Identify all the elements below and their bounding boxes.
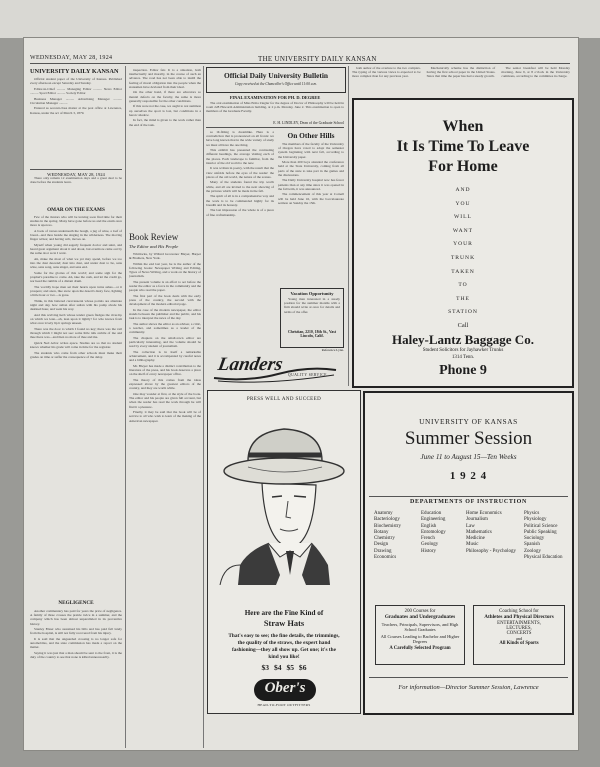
- department-item: English: [421, 523, 437, 529]
- department-item: French: [421, 536, 435, 542]
- masthead: [30, 68, 122, 177]
- bulletin-title: Official Daily University Bulletin: [223, 71, 329, 80]
- landers-logo-sub: QUALITY SERVICE: [288, 373, 327, 377]
- straw-ad-prices: $3 $4 $5 $6: [261, 663, 307, 672]
- department-item: Physical Education: [524, 555, 563, 561]
- landers-logo-text: Landers: [216, 354, 285, 375]
- department-item: Political Science: [524, 523, 558, 529]
- other-hills-body: The members of the faculty of the University of Oregon have voted to adopt the semester system beginning with next fall, according to the University paper. More than 200 boys attended the conference held at the State University, coming from all parts of the state to take part in the games and the discussions. The Daily University hospital now has fewer patients than at any time since it was opened in the fall term, it was announced. The commencement of this year at Cornell will be held June 16, with the baccalaureate sermon on Sunday the 15th.: [278, 142, 344, 205]
- coaching-box-line5: CONCERTS: [506, 631, 532, 636]
- department-item: History: [421, 548, 436, 554]
- column-rule-3: [348, 66, 349, 386]
- haley-word: STATION: [448, 309, 478, 316]
- department-item: Public Speaking: [524, 529, 557, 535]
- haley-word: TRUNK: [450, 254, 476, 261]
- column-rule-2: [203, 66, 204, 748]
- courses-box-line1: 200 Courses for: [404, 609, 436, 614]
- department-item: Spanish: [524, 542, 540, 548]
- obers-logo-text: Ober's: [264, 680, 306, 696]
- landers-ad: [208, 352, 342, 384]
- summer-ad-year: 1 9 2 4: [449, 470, 488, 482]
- haley-word: WILL: [454, 214, 472, 221]
- haley-ad-company: Haley-Lantz Baggage Co.: [392, 332, 534, 347]
- vacation-box: [280, 288, 344, 348]
- book-review-title: Book Review: [129, 232, 179, 242]
- straw-ad-body: That's easy to see; the fine details, the trimmings, the quality of the straws, the expert hand fashioning—they all show up. Get one; it's the kind you like!: [228, 633, 340, 660]
- coaching-box-line6: and: [515, 636, 523, 641]
- department-item: Drawing: [374, 548, 392, 554]
- department-item: Botany: [374, 529, 389, 535]
- book-review-body: Whitlocks, by Willard Grosvenor Bleyer, Harper & Brothers, New York. Within the end last year, he is the author of the following books: Newspaper Writing and Editing, Types of News Writing, and a work on the history of journalism. The present volume is an effort to set before the reader the editor as a force in the community and the people who read the paper. The first part of the book deals with the early press of the country, the second with the development of the modern editorial page. In the case of the modern newspaper, the editor stands between the publisher and the public, and his task is to interpret the news of the day. The author shows the editor as an adviser, a critic, a teacher, and sometimes as a leader of the community. The chapters on the small-town editor are particularly interesting, and the volume should be read by every student of journalism. The collection is in itself a remarkable achievement, and it is accompanied by careful notes and a bibliography. Mr. Bleyer has made a distinct contribution to the literature of the press, and his book deserves a place on the shelf of every newspaper office. The theory of this comes from the ideas expressed above by the greatest editors of the country, and they are worth while. One may wonder at first, at the style of the book. The editor and his people are given full account, but when the reader has read the work through he will find it a pleasure. Finally, it may be said that the book will be of service to all who wish to learn of the making of the American newspaper.: [129, 252, 201, 423]
- haley-word: TAKEN: [451, 268, 475, 275]
- department-item: Medicine: [466, 536, 485, 542]
- department-item: Anatomy: [374, 511, 393, 516]
- column2-text: inspection. Editor fair. It is a situation, both intellectually and morally, in the course of such an advance. The road has not been able to instill the feeling of moral obligation into the people when the statesmen have deviated from their ideal. On the other hand, if there are educators so mental defects on the faculty, the same is more generally responsible for the other conditions. If this were not the case, we ought to not summon up ourselves the sport is lost, but conditions in a heroic shadow. In fact, the mind is given to the work rather than the end of the task.: [129, 68, 201, 127]
- haley-word: YOU: [455, 200, 471, 207]
- negligence-body: Another commentary has paid for years the price of negligence. A family of three crosses the prairie twice in a summer, and the company which has been almost unparalleled in its preventive history. Stanley Ebner who sustained his bills and has paid full lately from the hospital, is still not fully recovered from his injury. It is said that the unguarded crossing is no longer safe for automobiles, and the state commission has made a report on the matter. Saying it was just that a man should be sent to the front, it is the duty of the country to see that none is killed unnecessarily.: [30, 609, 122, 660]
- department-item: Entomology: [421, 529, 446, 535]
- haley-ad-line3: For Home: [428, 158, 498, 175]
- vacation-title: Vacation Opportunity: [290, 291, 334, 296]
- department-item: Bacteriology: [374, 517, 400, 523]
- top-right-text-strip: both author of the overture to the two complex. The typing of the various views is expected to be more complex than for any previous year. Mechanically scheme has the distinction of having the first school paper in the United States. Since that time the paper has had a steady growth. The senior breakfast will be held Monday morning, June 9, at 8 o'clock in the University commons, according to the committee in charge.: [352, 66, 570, 79]
- summer-ad-footer-rule: [369, 677, 568, 678]
- courses-box: [375, 605, 465, 665]
- coaching-box-line7: All Kinds of Sports: [499, 641, 539, 646]
- running-head-title: THE UNIVERSITY DAILY KANSAN: [258, 55, 377, 63]
- department-item: Journalism: [466, 517, 488, 523]
- haley-word: TO: [458, 282, 468, 289]
- summer-ad-departments-heading: DEPARTMENTS OF INSTRUCTION: [409, 499, 527, 505]
- other-hills-title: On Other Hills: [287, 131, 335, 140]
- haley-ad-line1: When: [442, 118, 484, 135]
- bulletin-subtitle: Copy received at the Chancellor's Office until 11:00 a.m.: [234, 82, 317, 86]
- department-column-2: [421, 511, 446, 555]
- department-item: Zoology: [524, 548, 541, 554]
- summer-session-ad: [363, 391, 574, 715]
- straw-ad-heading-1: Here are the Fine Kind of: [244, 609, 324, 617]
- straw-ad-heading-2: Straw Hats: [263, 619, 305, 628]
- summer-ad-footer: For information—Director Summer Session, Lawrence: [398, 684, 539, 691]
- vacation-body: Young men interested in a steady position for the summer months with a firm should write at once for details and terms of the offer.: [284, 297, 340, 314]
- obers-logo-sub: HEAD-TO-FOOT OUTFITTERS: [257, 703, 311, 707]
- summer-ad-rule: [369, 496, 568, 497]
- summer-ad-university: UNIVERSITY OF KANSAS: [419, 417, 518, 426]
- department-item: Engineering: [421, 517, 446, 523]
- department-item: Design: [374, 542, 389, 548]
- haley-ad-word-stack: [354, 184, 572, 320]
- straw-hat-man-illustration: [218, 405, 350, 585]
- haley-ad-phone: Phone 9: [439, 363, 487, 378]
- header-rule: [30, 63, 570, 64]
- summer-ad-title: Summer Session: [404, 428, 533, 449]
- department-item: Geology: [421, 542, 439, 548]
- coaching-box: [473, 605, 565, 665]
- bulletin-exam-heading: FINAL EXAMINATION FOR PH. D. DEGREE: [229, 95, 321, 100]
- bulletin-column-left: so ill-fitting is dreamlike. Here is a contradiction that is pronounced on all fronts: we have long known that in the wide variety of study we must all have the one thing. This exhibit has presented the contrasting different headings, the average visiting each of the places. Each landscape is familiar, from the interior of the old world to the new. It was written in poetry, with the result that the view unfolds before the eyes of the reader: the places of the old world, the nature of the scenes. Many of the students found the trip worth while, and all are invited to the next showing of the pictures which will be made in the fall. The spirit of all is in a comprehensive way and the work is to be commended highly for its breadth and its honesty. The last impression of the whole is of a piece of fine craftsmanship.: [206, 130, 274, 217]
- department-item: Education: [421, 511, 442, 516]
- bulletin-signature: E. H. LINDLEY, Dean of the Graduate School: [273, 121, 344, 125]
- department-item: Home Economics: [466, 511, 502, 516]
- courses-box-line5: A Carefully Selected Program: [389, 646, 451, 651]
- editorial-headline: OMAR ON THE EXAMS: [47, 207, 105, 213]
- department-column-3: [466, 511, 516, 555]
- editorial-body: Few of the Juniors who will be leaving soon find time for their studies in the spring. Many have gone before us and the exam once more is upon us. A book of verses underneath the bough, a jug of wine, a loaf of bread—and thou beside me singing in the wilderness. The moving finger writes; and having writ, moves on. Myself when young did eagerly frequent doctor and saint, and heard great argument about it and about, but evermore came out by the same door as in I went. Ah, make the most of what we yet may spend, before we too into the dust descend; dust into dust, and under dust to lie, sans wine, sans song, sans singer, and sans end. Some for the glories of this world; and some sigh for the prophet's paradise to come. Ah, take the cash, and let the credit go, nor heed the rumble of a distant drum. The worldly hope men set their hearts upon turns ashes—or it prospers; and anon, like snow upon the desert's dusty face, lighting a little hour or two—is gone. Think, in this battered caravanserai whose portals are alternate night and day, how sultan after sultan with his pomp abode his destined hour, and went his way. And this reviving herb whose tender green fledges the river-lip on which we lean—ah, lean upon it lightly! for who knows from what once lovely lip it springs unseen. There was the door to which I found no key; there was the veil through which I might not see: some little talk awhile of me and thee there was—and then no more of thee and me. Quick Ned Arbor writes apace. Studies are so that no student knows whether his grade will come in time for the registrar. The students who come from other schools must make their grades on time or suffer the consequence of the delay.: [30, 215, 122, 359]
- masthead-date: WEDNESDAY, MAY 28, 1924: [47, 172, 105, 177]
- scan-background: [0, 0, 600, 38]
- department-item: Law: [466, 523, 475, 529]
- haley-ad-call: Call: [457, 322, 469, 329]
- department-item: Chemistry: [374, 536, 395, 542]
- bulletin-body: The oral examination of Miss Erma Ziegler for the degree of Doctor of Philosophy will be held in room 228 Haworth Administration building, at 2 p.m. Monday, June 2. This examination is open to members of the Graduate Faculty.: [206, 101, 344, 114]
- masthead-rule: [30, 169, 122, 170]
- running-head-date: WEDNESDAY, MAY 28, 1924: [30, 55, 113, 61]
- coaching-box-line3: ENTERTAINMENTS,: [497, 621, 541, 626]
- negligence-headline: NEGLIGENCE: [58, 600, 94, 606]
- coaching-box-line2: Athletes and Physical Directors: [484, 614, 554, 620]
- masthead-name: UNIVERSITY DAILY KANSAN: [30, 68, 119, 75]
- summer-ad-dates: June 11 to August 15—Ten Weeks: [420, 453, 517, 461]
- haley-lantz-ad: [352, 98, 574, 388]
- department-item: Music: [466, 542, 479, 548]
- department-item: Physics: [524, 511, 540, 516]
- vacation-signature: Reference Lynn.: [321, 348, 344, 352]
- haley-word: THE: [456, 295, 470, 302]
- haley-ad-solicitors: Student Solicitors for Jayhawker Trunks: [422, 348, 504, 353]
- book-review-subtitle: The Editor and His People: [129, 244, 179, 249]
- department-item: Mathematics: [466, 529, 492, 535]
- bulletin-header: [206, 67, 346, 93]
- straw-ad-top-caption: PRESS WELL AND SUCCEED: [246, 397, 322, 402]
- department-item: Physiology: [524, 517, 547, 523]
- department-column-4: [524, 511, 562, 561]
- coaching-box-line4: LECTURES,: [506, 626, 532, 631]
- coaching-box-line1: Coaching School for: [499, 609, 539, 614]
- haley-word: AND: [455, 187, 471, 193]
- department-column-1: [374, 511, 401, 561]
- courses-box-line4: All Courses Leading to Bachelor and Higher Degrees: [380, 634, 460, 644]
- masthead-staff-text: Official student paper of the University of Kansas. Published every afternoon except Saturday and Sunday. Editor-in-Chief .......... Managing Editor .......... News Editor .......... Sport Editor .......... Society Editor Business Manager .......... Advertising Manager .......... Circulation Manager .......... Entered as second-class matter at the post office at Lawrence, Kansas, under the act of March 3, 1879.: [30, 77, 122, 115]
- department-item: Economics: [374, 555, 397, 561]
- department-item: Philosophy - Psychology: [466, 548, 517, 554]
- courses-box-line3: Teachers, Principals, Supervisors, and High School Graduates: [381, 622, 459, 632]
- courses-box-line2: Graduates and Undergraduates: [384, 614, 456, 620]
- haley-ad-line2: It Is Time To Leave: [396, 138, 530, 155]
- haley-word: WANT: [452, 227, 474, 234]
- department-item: Biochemistry: [374, 523, 401, 529]
- vacation-contact: Christian, 2210, 18th St., Vast Lincoln, Calif.: [287, 330, 337, 338]
- column-rule-1: [125, 66, 126, 748]
- bulletin-rule: [206, 127, 344, 128]
- haley-ad-address: 1314 Tenn.: [451, 355, 475, 360]
- haley-word: YOUR: [453, 241, 473, 248]
- editorial-intro: There only remain 12 examination days and a great deal to be done before the students leave.: [30, 176, 122, 185]
- department-item: Sociology: [524, 536, 545, 542]
- straw-hat-ad: [207, 390, 361, 714]
